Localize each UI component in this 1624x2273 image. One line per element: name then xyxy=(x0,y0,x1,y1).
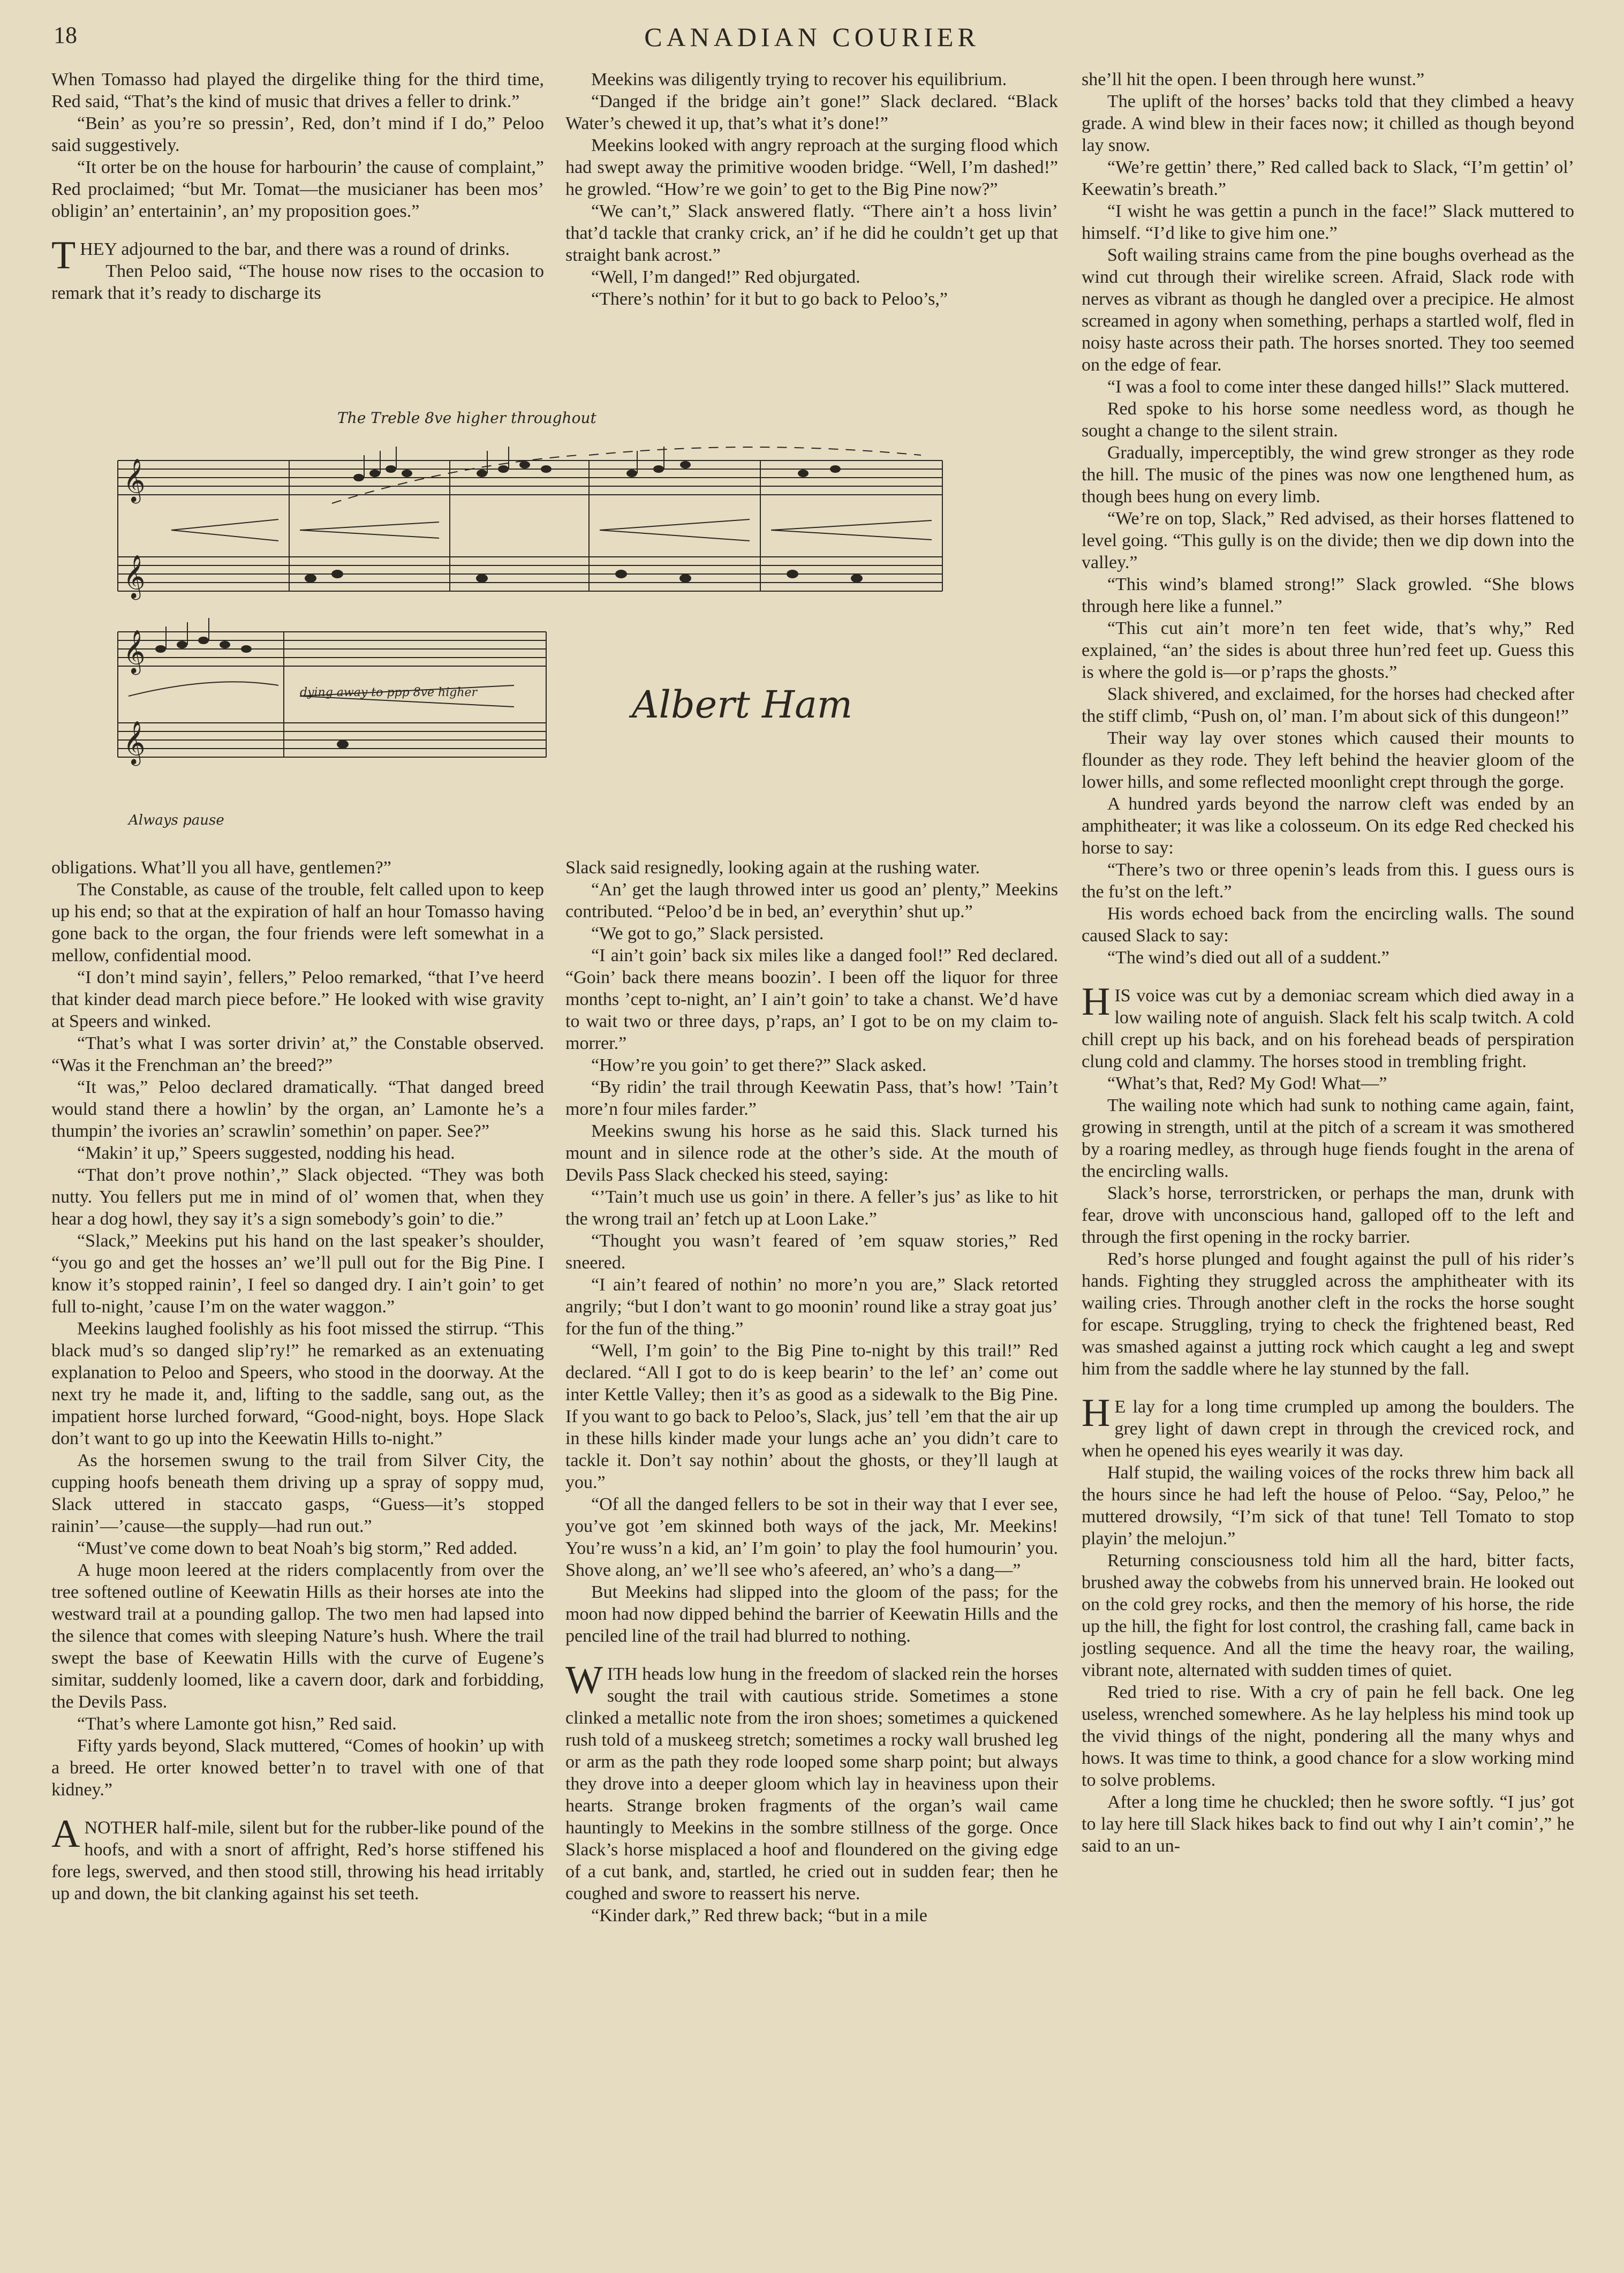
column-1-bottom xyxy=(51,857,544,1905)
paragraph: The wailing note which had sunk to nothing came again, faint, growing in strength, until at the pitch of a scream it was smothered by a roaring medley, as through huge fiends fought in the arena of the encircling walls. xyxy=(1082,1096,1574,1181)
paragraph: Soft wailing strains came from the pine boughs overhead as the wind cut through their wirelike screen. Afraid, Slack rode with nerves as vibrant as though he dangled over a precipice. He almost screamed in agony when something, perhaps a startled wolf, fled in noisy haste across their path. The horses snorted. They too seemed on the edge of fear. xyxy=(1082,245,1574,375)
paragraph: “This cut ain’t more’n ten feet wide, that’s why,” Red explained, “an’ the sides is about three hun’red feet up. Guess this is where the gold is—or p’raps the ghosts.” xyxy=(1082,618,1574,682)
paragraph: Meekins laughed foolishly as his foot missed the stirrup. “This black mud’s so danged slip’ry!” he remarked as an extenuating explanation to Peloo and Speers, who stood in the doorway. At the next try he made it, and, lifting to the saddle, sang out, as the impatient horse lurched forward, “Good-night, boys. Hope Slack don’t want to go up into the Keewatin Hills to-night.” xyxy=(51,1319,544,1448)
paragraph: “What’s that, Red? My God! What—” xyxy=(1107,1074,1387,1093)
paragraph: she’ll hit the open. I been through here wunst.” xyxy=(1082,70,1425,89)
music-treble-note: The Treble 8ve higher throughout xyxy=(337,409,596,427)
paragraph: “Well, I’m goin’ to the Big Pine to-night by this trail!” Red declared. “All I got to do is keep bearin’ to the lef’ an’ come out inter Kettle Valley; then it’s as good as a sidewalk to the Big Pine. If you want to go back to Peloo’s, Slack, jus’ tell ’em that the air up in these hills kinder made your lungs ache an’ you didn’t care to tackle it. Don’t say nothin’ about the ghosts, or they’ll laugh at you.” xyxy=(565,1341,1058,1492)
paragraph-initial: HIS voice was cut by a demoniac scream which died away in a low wailing note of anguish. Slack felt his scalp twitch. A cold chill crept up his back, and on his forehead beads of perspiration clung cold and clammy. The horses stood in trembling fright. xyxy=(1082,980,1574,1071)
svg-text:𝄞: 𝄞 xyxy=(123,460,146,501)
paragraph: Meekins swung his horse as he said this. Slack turned his mount and in silence rode at the other’s side. At the mouth of Devils Pass Slack checked his steed, saying: xyxy=(565,1121,1058,1185)
paragraph: A huge moon leered at the riders complacently from over the tree softened outline of Keewatin Hills as their horses ate into the westward trail at a pounding gallop. The two men had lapsed into the silence that comes with sleeping Nature’s hush. Where the trail swept the base of Keewatin Hills with the curve of Eugene’s simitar, suddenly loomed, like a cavern door, dark and forbidding, the Devils Pass. xyxy=(51,1560,544,1712)
paragraph: “Of all the danged fellers to be sot in their way that I ever see, you’ve got ’em skinned both ways of the jack, Mr. Meekins! You’re wuss’n a kid, an’ I’m goin’ to play the fool humourin’ you. Shove along, an’ we’ll see who’s afeered, an’ who’s a dang—” xyxy=(565,1494,1058,1580)
paragraph: “We’re on top, Slack,” Red advised, as their horses flattened to level going. “This gully is on the divide; then we dip down into the valley.” xyxy=(1082,509,1574,572)
paragraph: Red’s horse plunged and fought against the pull of his rider’s hands. Fighting they struggled across the amphitheater with its wailing cries. Through another cleft in the rocks the horse sought for escape. Struggling, trying to check the frightened beast, Red was smashed against a jutting rock which caught a leg and swept him from the saddle where he lay stunned by the fall. xyxy=(1082,1249,1574,1379)
paragraph: “Danged if the bridge ain’t gone!” Slack declared. “Black Water’s chewed it up, that’s what it’s done!” xyxy=(565,92,1058,133)
paragraph-initial: THEY adjourned to the bar, and there was a round of drinks. xyxy=(51,233,510,277)
paragraph: “’Tain’t much use us goin’ in there. A feller’s jus’ as like to hit the wrong trail an’ fetch up at Loon Lake.” xyxy=(565,1187,1058,1229)
paragraph: “Thought you wasn’t feared of ’em squaw stories,” Red sneered. xyxy=(565,1231,1058,1273)
paragraph: Meekins looked with angry reproach at the surging flood which had swept away the primitive wooden bridge. “Well, I’m dashed!” he growled. “How’re we goin’ to get to the Big Pine now?” xyxy=(565,135,1058,199)
paragraph: “I ain’t goin’ back six miles like a danged fool!” Red declared. “Goin’ back there means boozin’. I been off the liquor for three months ’cept to-night, an’ I ain’t goin’ to take a chanst. We’d have to wait two or three days, p’raps, an’ I got to be on my claim to-morrer.” xyxy=(565,946,1058,1053)
page-number: 18 xyxy=(54,22,77,48)
paragraph: As the horsemen swung to the trail from Silver City, the cupping hoofs beneath them driving up a spray of soppy mud, Slack uttered in staccato gasps, “Guess—it’s stopped rainin’—’cause—the supply—had run out.” xyxy=(51,1451,544,1536)
svg-text:𝄞: 𝄞 xyxy=(123,722,146,764)
music-bottom-note: Always pause xyxy=(129,812,224,828)
column-2-bottom xyxy=(565,857,1058,1927)
paragraph: “This wind’s blamed strong!” Slack growled. “She blows through here like a funnel.” xyxy=(1082,575,1574,616)
paragraph: Slack shivered, and exclaimed, for the horses had checked after the stiff climb, “Push on, ol’ man. I’m about sick of this dungeon!” xyxy=(1082,684,1574,726)
paragraph: “That’s where Lamonte got hisn,” Red said. xyxy=(77,1714,397,1734)
paragraph: “There’s nothin’ for it but to go back to Peloo’s,” xyxy=(591,289,948,309)
paragraph: Meekins was diligently trying to recover his equilibrium. xyxy=(591,70,1007,89)
paragraph: “Bein’ as you’re so pressin’, Red, don’t mind if I do,” Peloo said suggestively. xyxy=(51,114,544,155)
paragraph: “We can’t,” Slack answered flatly. “There ain’t a hoss livin’ that’d tackle that cranky crick, an’ if he did he couldn’t get up that straight bank acrost.” xyxy=(565,201,1058,265)
paragraph: A hundred yards beyond the narrow cleft was ended by an amphitheater; it was like a colosseum. On its edge Red checked his horse to say: xyxy=(1082,794,1574,858)
paragraph: “Must’ve come down to beat Noah’s big storm,” Red added. xyxy=(77,1538,518,1558)
music-score-facsimile xyxy=(107,396,1055,846)
paragraph: “It was,” Peloo declared dramatically. “That danged breed would stand there a howlin’ by the organ, an’ Lamonte he’s a thumpin’ the ivories an’ scrawlin’ somethin’ on paper. See?” xyxy=(51,1077,544,1141)
paragraph: Slack said resignedly, looking again at the rushing water. xyxy=(565,858,980,878)
paragraph: Half stupid, the wailing voices of the rocks threw him back all the hours since he had left the house of Peloo. “Say, Peloo,” he muttered drowsily, “I’m sick of that tune! Tell Tomato to stop playin’ the melojun.” xyxy=(1082,1463,1574,1549)
paragraph: Their way lay over stones which caused their mounts to flounder as they rode. They left behind the heavier gloom of the lower hills, and some reflected moonlight crept through the gorge. xyxy=(1082,728,1574,792)
running-head: CANADIAN COURIER xyxy=(644,22,980,52)
paragraph: “How’re you goin’ to get there?” Slack asked. xyxy=(591,1055,927,1075)
paragraph-initial: ANOTHER half-mile, silent but for the rubber-like pound of the hoofs, and with a snort of affright, Red’s horse stiffened his fore legs, swerved, and then stood still, throwing his head irritably up and down, the bit clanking against his set teeth. xyxy=(51,1812,544,1904)
paragraph-initial: WITH heads low hung in the freedom of slacked rein the horses sought the trail with cautious stride. Sometimes a stone clinked a metallic note from the iron shoes; sometimes a quickened rush told of a muskeeg stretch; sometimes a rocky wall brushed leg or arm as the path they rode looped some sharp point; but always they drove into a deeper gloom which lay in heaviness upon their hearts. Strange broken fragments of the organ’s wail came hauntingly to Meekins in the sombre stillness of the gorge. Once Slack’s horse misplaced a hoof and floundered on the giving edge of a cut bank, and, startled, he cried out in sudden fear; then he coughed and swore to reassert his nerve. xyxy=(565,1658,1058,1904)
paragraph: Slack’s horse, terrorstricken, or perhaps the man, drunk with fear, drove with unconscious hand, galloped off to the left and through the first opening in the rocky barrier. xyxy=(1082,1183,1574,1247)
svg-text:𝄞: 𝄞 xyxy=(123,556,146,598)
paragraph: Fifty yards beyond, Slack muttered, “Comes of hookin’ up with a breed. He orter knowed better’n to travel with one of that kidney.” xyxy=(51,1736,544,1800)
paragraph: “An’ get the laugh throwed inter us good an’ plenty,” Meekins contributed. “Peloo’d be in bed, an’ everythin’ shut up.” xyxy=(565,880,1058,922)
composer-signature: Albert Ham xyxy=(632,683,853,727)
music-score-svg xyxy=(107,396,1055,846)
paragraph: The Constable, as cause of the trouble, felt called upon to keep up his end; so that at the expiration of half an hour Tomasso having gone back to the organ, the four friends were left somewhat in a mellow, confidential mood. xyxy=(51,880,544,965)
paragraph: When Tomasso had played the dirgelike thing for the third time, Red said, “That’s the kind of music that drives a feller to drink.” xyxy=(51,70,544,111)
paragraph: “I don’t mind sayin’, fellers,” Peloo remarked, “that I’ve heerd that kinder dead march piece before.” He looked with wise gravity at Speers and winked. xyxy=(51,968,544,1031)
paragraph: “I ain’t feared of nothin’ no more’n you are,” Slack retorted angrily; “but I don’t want to go moonin’ round like a stray goat jus’ for the fun of the thing.” xyxy=(565,1275,1058,1339)
paragraph: “It orter be on the house for harbourin’ the cause of complaint,” Red proclaimed; “but Mr. Tomat—the musicianer has been mos’ obligin’ an’ entertainin’, an’ my proposition goes.” xyxy=(51,157,544,221)
paragraph: “Kinder dark,” Red threw back; “but in a mile xyxy=(591,1906,927,1925)
paragraph: “We got to go,” Slack persisted. xyxy=(591,924,824,943)
paragraph: “That don’t prove nothin’,” Slack objected. “They was both nutty. You fellers put me in mind of ol’ women that, when they hear a dog howl, they say it’s a sign somebody’s goin’ to die.” xyxy=(51,1165,544,1229)
paragraph: “Slack,” Meekins put his hand on the last speaker’s shoulder, “you go and get the hosses an’ we’ll pull out for the Big Pine. I know it’s stopped rainin’, I feel so danged dry. I ain’t goin’ to get full to-night, ’cause I’m on the water waggon.” xyxy=(51,1231,544,1317)
column-3 xyxy=(1082,69,1574,1857)
paragraph: “Makin’ it up,” Speers suggested, nodding his head. xyxy=(77,1143,455,1163)
paragraph: “We’re gettin’ there,” Red called back to Slack, “I’m gettin’ ol’ Keewatin’s breath.” xyxy=(1082,157,1574,199)
paragraph: After a long time he chuckled; then he swore softly. “I jus’ got to lay here till Slack hikes back to find out why I ain’t comin’,” he said to an un- xyxy=(1082,1792,1574,1856)
paragraph: “Well, I’m danged!” Red objurgated. xyxy=(591,267,860,287)
paragraph: “I was a fool to come inter these danged hills!” Slack muttered. xyxy=(1107,377,1569,397)
column-1-top xyxy=(51,69,544,304)
music-dynamic-note: dying away to ppp 8ve higher xyxy=(300,686,478,699)
svg-text:𝄞: 𝄞 xyxy=(123,631,146,673)
paragraph: But Meekins had slipped into the gloom of the pass; for the moon had now dipped behind the barrier of Keewatin Hills and the penciled line of the trail had blurred to nothing. xyxy=(565,1582,1058,1646)
paragraph: “By ridin’ the trail through Keewatin Pass, that’s how! ’Tain’t more’n four miles farder.” xyxy=(565,1077,1058,1119)
paragraph: “I wisht he was gettin a punch in the face!” Slack muttered to himself. “I’d like to give him one.” xyxy=(1082,201,1574,243)
paragraph: His words echoed back from the encircling walls. The sound caused Slack to say: xyxy=(1082,904,1574,946)
paragraph: The uplift of the horses’ backs told that they climbed a heavy grade. A wind blew in their faces now; it chilled as though beyond lay snow. xyxy=(1082,92,1574,155)
paragraph: Gradually, imperceptibly, the wind grew stronger as they rode the hill. The music of the pines was now one lengthened hum, as though bees hung on every limb. xyxy=(1082,443,1574,507)
column-2-top xyxy=(565,69,1058,310)
paragraph-initial: HE lay for a long time crumpled up among the boulders. The grey light of dawn crept in through the creviced rock, and when he opened his eyes wearily it was day. xyxy=(1082,1391,1574,1461)
paragraph: Red tried to rise. With a cry of pain he fell back. One leg useless, wrenched somewhere. As he lay helpless his mind took up the vivid things of the night, pondering all the many whys and hows. It was time to think, a good chance for a slow working mind to solve problems. xyxy=(1082,1682,1574,1790)
paragraph: obligations. What’ll you all have, gentlemen?” xyxy=(51,858,391,878)
paragraph: Red spoke to his horse some needless word, as though he sought a change to the silent strain. xyxy=(1082,399,1574,441)
paragraph: Then Peloo said, “The house now rises to the occasion to remark that it’s ready to discharge its xyxy=(51,261,544,303)
paragraph: “There’s two or three openin’s leads from this. I guess ours is the fu’st on the left.” xyxy=(1082,860,1574,902)
paragraph: Returning consciousness told him all the hard, bitter facts, brushed away the cobwebs from his unnerved brain. He looked out on the cold grey rocks, and then the memory of his horse, the ride up the hill, the fight for lost control, the crashing fall, came back in jostling sequence. And all the time the heavy roar, the wailing, vibrant note, alternated with sudden times of quiet. xyxy=(1082,1551,1574,1680)
paragraph: “The wind’s died out all of a suddent.” xyxy=(1107,948,1389,968)
paragraph: “That’s what I was sorter drivin’ at,” the Constable observed. “Was it the Frenchman an’ the breed?” xyxy=(51,1033,544,1075)
